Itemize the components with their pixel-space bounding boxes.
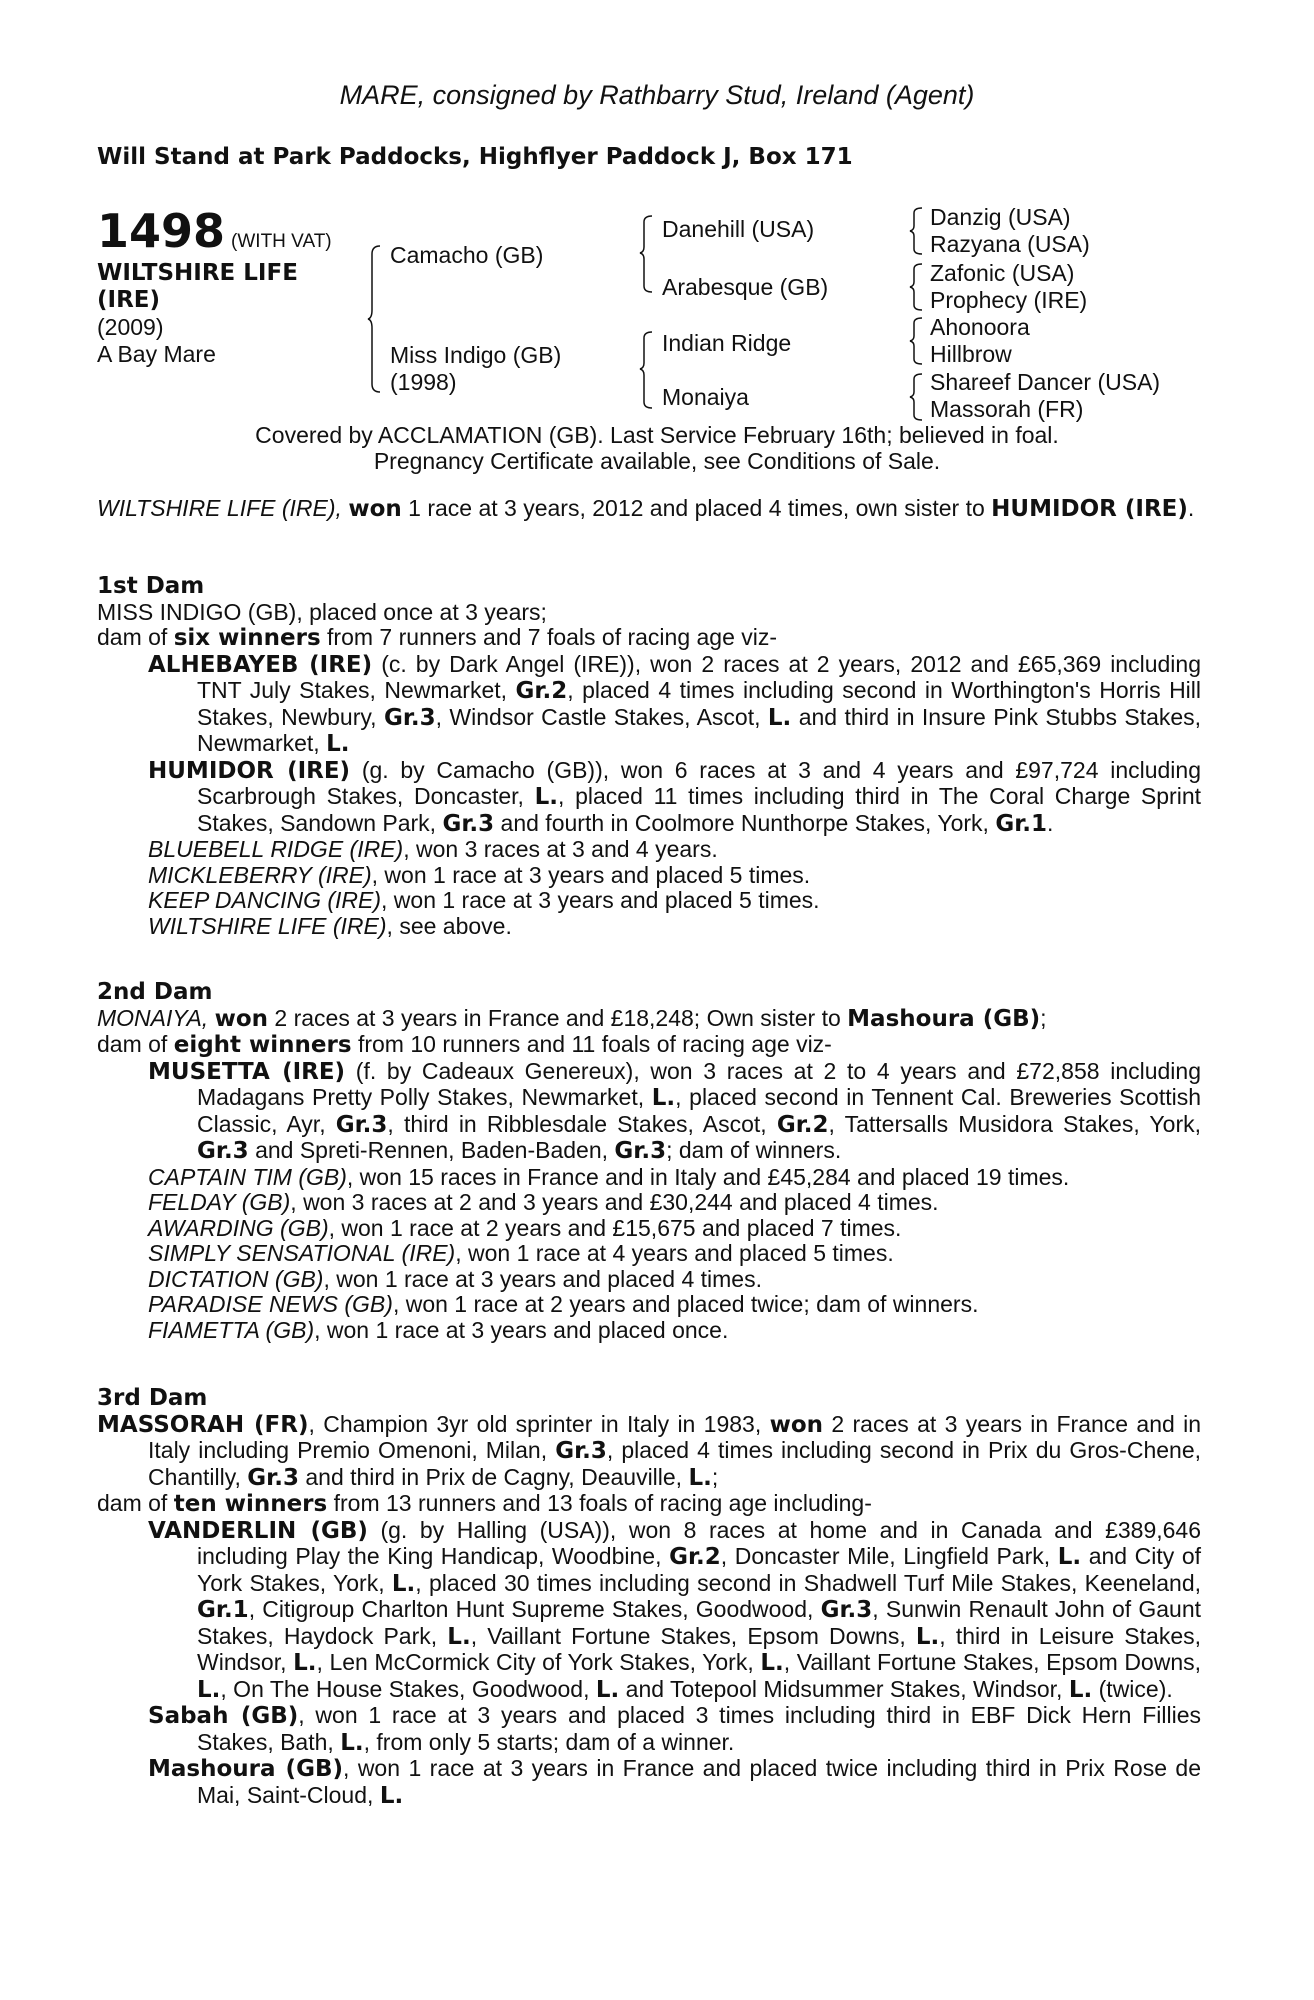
dam-name: MONAIYA,	[97, 1004, 209, 1031]
sire-name: Camacho (GB)	[390, 242, 544, 268]
sire-dam: Arabesque (GB)	[662, 274, 829, 300]
grade: Gr.3	[614, 1138, 667, 1164]
text: , won 1 race at 3 years and placed 4 times.	[323, 1265, 762, 1292]
grade: L.	[651, 1085, 676, 1111]
third-dam-produce-summary	[97, 1491, 1201, 1518]
text: .	[1047, 809, 1054, 836]
text: , won 3 races at 3 and 4 years.	[403, 836, 718, 862]
text: dam of	[97, 1031, 168, 1057]
grade: Gr.3	[197, 1138, 249, 1164]
text: dam of	[97, 1490, 168, 1516]
intro-won: won	[348, 496, 402, 522]
grade: L.	[688, 1464, 712, 1491]
produce-list-item	[97, 914, 1201, 940]
won: won	[769, 1411, 824, 1438]
produce-list-item	[97, 1216, 1201, 1242]
first-dam-produce-summary	[97, 625, 1201, 652]
produce-list-item	[97, 1292, 1201, 1318]
grade: L.	[915, 1623, 940, 1650]
produce-name: Mashoura (GB)	[148, 1756, 343, 1782]
text: , won 1 race at 4 years and placed 5 times.	[455, 1240, 894, 1266]
text: and third in Prix de Cagny, Deauville,	[305, 1463, 683, 1490]
text: , won 1 race at 3 years and placed once.	[314, 1316, 729, 1343]
text: , placed 30 times including second in Shadwell Turf Mile Stakes, Keeneland,	[415, 1569, 1202, 1596]
grade: L.	[391, 1570, 416, 1597]
lot-number: 1498	[97, 204, 226, 258]
text: , Tattersalls Musidora Stakes, York,	[828, 1110, 1202, 1137]
produce-name: MUSETTA (IRE)	[148, 1058, 346, 1085]
text: (f. by Cadeaux Genereux), won 3 races at 2 to 4 years and £72,858 including Madagans Pretty Polly Stakes, Newmarket,	[197, 1057, 1201, 1110]
dam-year: (1998)	[390, 369, 457, 395]
produce-name: SIMPLY SENSATIONAL (IRE)	[148, 1240, 456, 1266]
grade: Gr.3	[335, 1111, 388, 1138]
grade: L.	[760, 1650, 784, 1676]
dam-sire: Indian Ridge	[662, 330, 792, 356]
text: , Vaillant Fortune Stakes, Epsom Downs,	[783, 1649, 1202, 1675]
produce-mashoura	[97, 1756, 1201, 1809]
dam-dam-dam: Massorah (FR)	[930, 396, 1084, 422]
grade: L.	[379, 1782, 404, 1809]
produce-name: ALHEBAYEB (IRE)	[148, 651, 373, 678]
text: and fourth in Coolmore Nunthorpe Stakes, York,	[500, 809, 989, 836]
produce-alhebayeb	[97, 652, 1201, 758]
intro-end: .	[1187, 495, 1195, 521]
text: , On The House Stakes, Goodwood,	[220, 1675, 590, 1702]
sire-sire: Danehill (USA)	[662, 216, 815, 242]
text: , Champion 3yr old sprinter in Italy in 1983,	[308, 1410, 762, 1437]
text: , won 3 races at 2 and 3 years and £30,244 and placed 4 times.	[290, 1189, 939, 1215]
grade: Gr.3	[820, 1597, 873, 1623]
grade: Gr.1	[197, 1597, 249, 1623]
text: and City of York Stakes, York,	[197, 1543, 1202, 1596]
consignor-line: MARE, consigned by Rathbarry Stud, Ireland (Agent)	[339, 80, 975, 110]
intro-horse: WILTSHIRE LIFE (IRE),	[97, 495, 342, 521]
dam-name: Miss Indigo (GB)	[390, 342, 562, 368]
produce-list-item	[97, 837, 1201, 863]
grade: Gr.2	[669, 1544, 721, 1570]
third-dam-heading: 3rd Dam	[97, 1385, 208, 1411]
horse-name-line2: (IRE)	[97, 287, 161, 313]
gp3-brace	[910, 316, 924, 366]
produce-list-item	[97, 1318, 1201, 1344]
grade: Gr.3	[247, 1464, 299, 1491]
text: and Totepool Midsummer Stakes, Windsor,	[625, 1675, 1063, 1702]
produce-humidor	[97, 758, 1201, 838]
text: and third in Insure Pink Stubbs Stakes, Newmarket,	[197, 703, 1202, 756]
sister-name: Mashoura (GB)	[847, 1005, 1041, 1032]
won: won	[214, 1005, 269, 1032]
produce-list-item	[97, 1241, 1201, 1267]
grade: L.	[1057, 1544, 1082, 1570]
sire-dam-sire: Zafonic (USA)	[930, 260, 1075, 286]
winners-count: eight winners	[173, 1032, 352, 1058]
second-dam-heading: 2nd Dam	[97, 979, 213, 1005]
winners-count: six winners	[173, 625, 321, 651]
text: , see above.	[386, 912, 512, 939]
text: 2 races at 3 years in France and £18,248; Own sister to	[274, 1004, 841, 1031]
sire-sire-sire: Danzig (USA)	[930, 204, 1071, 230]
horse-name-line1: WILTSHIRE LIFE	[97, 260, 298, 286]
produce-vanderlin	[97, 1518, 1201, 1704]
dam-parents-brace	[640, 330, 654, 410]
produce-musetta	[97, 1059, 1201, 1165]
text: , third in Ribblesdale Stakes, Ascot,	[387, 1110, 767, 1137]
produce-name: HUMIDOR (IRE)	[148, 757, 351, 784]
produce-list-item	[97, 1190, 1201, 1216]
text: , placed 4 times including second in Worthington's Horris Hill Stakes, Newbury,	[197, 677, 1202, 730]
grade: L.	[1068, 1676, 1093, 1703]
produce-list-item	[97, 863, 1201, 889]
third-dam-section	[97, 1386, 1201, 1809]
text: dam of	[97, 624, 168, 650]
dam-sire-dam: Hillbrow	[930, 341, 1012, 367]
produce-name: AWARDING (GB)	[148, 1214, 329, 1241]
grade: Gr.2	[776, 1111, 829, 1138]
text: , from only 5 starts; dam of a winner.	[363, 1728, 735, 1755]
text: (g. by Halling (USA)), won 8 races at home and in Canada and £389,646 including Play the King Handicap, Woodbine,	[197, 1516, 1201, 1569]
grade: Gr.1	[995, 810, 1048, 837]
grade: L.	[534, 784, 559, 810]
text: , Len McCormick City of York Stakes, York,	[316, 1649, 754, 1675]
grade: L.	[767, 704, 792, 731]
sire-parents-brace	[640, 214, 654, 294]
text: ;	[1040, 1004, 1047, 1031]
second-dam-line	[97, 1006, 1201, 1033]
text: , Doncaster Mile, Lingfield Park,	[720, 1543, 1051, 1569]
text: , third in Leisure Stakes, Windsor,	[197, 1622, 1202, 1675]
produce-name: Sabah (GB)	[148, 1703, 299, 1729]
text: ; dam of winners.	[666, 1137, 842, 1163]
text: , Sunwin Renault John of Gaunt Stakes, Haydock Park,	[197, 1596, 1202, 1649]
intro-sister: HUMIDOR (IRE)	[991, 496, 1188, 522]
text: , placed 11 times including third in The Coral Charge Sprint Stakes, Sandown Park,	[197, 783, 1201, 836]
produce-name: CAPTAIN TIM (GB)	[148, 1163, 347, 1190]
sire-dam-brace	[368, 244, 382, 394]
dam-name: MASSORAH (FR)	[97, 1411, 309, 1438]
grade: Gr.3	[383, 704, 436, 731]
first-dam-heading: 1st Dam	[97, 573, 205, 599]
produce-name: KEEP DANCING (IRE)	[148, 887, 382, 913]
produce-name: BLUEBELL RIDGE (IRE)	[148, 836, 404, 862]
winners-count: ten winners	[173, 1491, 328, 1517]
third-dam-line	[97, 1412, 1201, 1492]
text: , won 1 race at 3 years in France and placed twice including third in Prix Rose de Mai, Saint-Cloud,	[197, 1755, 1201, 1808]
grade: L.	[197, 1676, 221, 1703]
text: from 13 runners and 13 foals of racing age including-	[333, 1490, 872, 1516]
text: , Citigroup Charlton Hunt Supreme Stakes, Goodwood,	[248, 1596, 814, 1622]
text: and Spreti-Rennen, Baden-Baden,	[255, 1137, 608, 1163]
text: , won 1 race at 3 years and placed 5 times.	[371, 861, 811, 888]
gp1-brace	[910, 206, 924, 256]
text: , Windsor Castle Stakes, Ascot,	[435, 703, 761, 730]
text: , won 15 races in France and in Italy and £45,284 and placed 19 times.	[346, 1163, 1070, 1190]
horse-description: A Bay Mare	[97, 341, 216, 367]
second-dam-section	[97, 980, 1201, 1343]
produce-name: FIAMETTA (GB)	[148, 1316, 315, 1343]
gp4-brace	[910, 372, 924, 422]
grade: L.	[326, 731, 350, 757]
dam-dam: Monaiya	[662, 384, 749, 410]
text: , won 1 race at 3 years and placed 5 times.	[381, 887, 820, 913]
grade: L.	[340, 1729, 364, 1756]
sire-sire-dam: Razyana (USA)	[930, 231, 1090, 257]
text: , won 1 race at 2 years and £15,675 and placed 7 times.	[328, 1214, 902, 1241]
grade: L.	[447, 1623, 471, 1650]
produce-name: WILTSHIRE LIFE (IRE)	[148, 912, 387, 939]
horse-identity	[97, 260, 298, 368]
second-dam-produce-summary	[97, 1032, 1201, 1059]
text: , won 1 race at 2 years and placed twice; dam of winners.	[392, 1291, 979, 1317]
produce-list-item	[97, 888, 1201, 914]
produce-name: PARADISE NEWS (GB)	[148, 1291, 393, 1317]
text: (c. by Dark Angel (IRE)), won 2 races at 2 years, 2012 and £65,369 including TNT July Stakes, Newmarket,	[197, 650, 1201, 703]
text: (twice).	[1098, 1675, 1173, 1702]
grade: Gr.3	[442, 810, 495, 837]
dam-dam-sire: Shareef Dancer (USA)	[930, 369, 1161, 395]
covered-line1: Covered by ACCLAMATION (GB). Last Service February 16th; believed in foal.	[255, 422, 1059, 448]
text: 2 races at 3 years in France and in Italy including Premio Omenoni, Milan,	[148, 1410, 1202, 1463]
grade: Gr.3	[555, 1438, 607, 1464]
text: from 7 runners and 7 foals of racing age viz-	[327, 624, 778, 650]
first-dam-section	[97, 574, 1201, 939]
text: , won 1 race at 3 years and placed 3 times including third in EBF Dick Hern Fillies Stakes, Bath,	[197, 1702, 1201, 1755]
horse-year: (2009)	[97, 314, 164, 340]
stand-location: Will Stand at Park Paddocks, Highflyer Paddock J, Box 171	[97, 144, 853, 170]
text: (g. by Camacho (GB)), won 6 races at 3 and 4 years and £97,724 including Scarbrough Stakes, Doncaster,	[197, 756, 1201, 809]
intro-text: 1 race at 3 years, 2012 and placed 4 times, own sister to	[408, 495, 985, 521]
produce-name: MICKLEBERRY (IRE)	[148, 861, 372, 888]
covered-line2: Pregnancy Certificate available, see Conditions of Sale.	[373, 448, 941, 474]
produce-name: VANDERLIN (GB)	[148, 1517, 368, 1544]
text: , placed second in Tennent Cal. Breweries Scottish Classic, Ayr,	[197, 1084, 1201, 1137]
grade: Gr.2	[515, 678, 568, 704]
produce-sabah	[97, 1703, 1201, 1756]
vat-note: (WITH VAT)	[231, 231, 332, 252]
covered-note	[0, 422, 1314, 474]
produce-name: DICTATION (GB)	[148, 1265, 324, 1292]
first-dam-line: MISS INDIGO (GB), placed once at 3 years;	[97, 598, 547, 625]
text: , placed 4 times including second in Prix du Gros-Chene, Chantilly,	[148, 1437, 1202, 1490]
grade: L.	[293, 1650, 317, 1676]
dam-sire-sire: Ahonoora	[930, 314, 1030, 340]
lot-heading	[97, 204, 332, 258]
text: , Vaillant Fortune Stakes, Epsom Downs,	[470, 1622, 906, 1649]
sire-dam-dam: Prophecy (IRE)	[930, 287, 1088, 313]
text: from 10 runners and 11 foals of racing age viz-	[357, 1031, 832, 1057]
produce-list-item	[97, 1165, 1201, 1191]
intro-paragraph	[97, 496, 1201, 523]
gp2-brace	[910, 262, 924, 312]
text: ;	[711, 1463, 719, 1490]
grade: L.	[595, 1676, 620, 1703]
produce-list-item	[97, 1267, 1201, 1293]
produce-name: FELDAY (GB)	[148, 1189, 291, 1215]
